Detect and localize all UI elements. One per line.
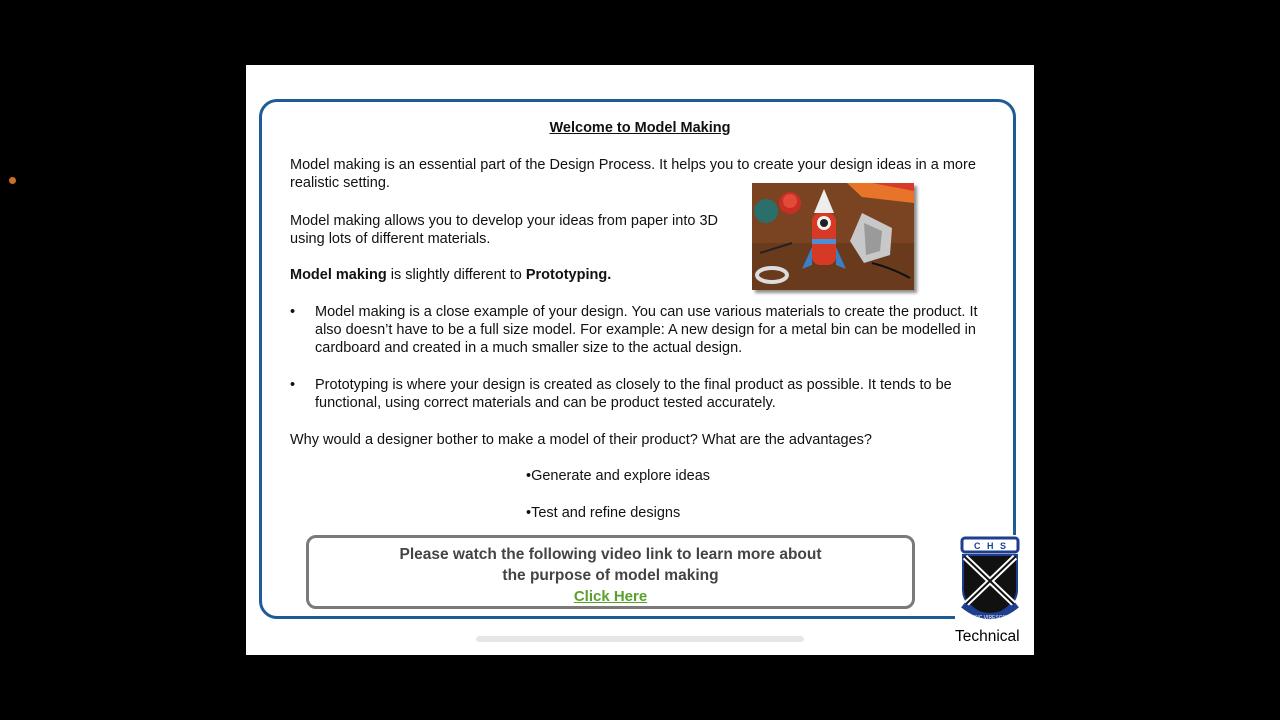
advantage-item: •Generate and explore ideas <box>526 468 711 484</box>
department-label: Technical <box>955 628 1020 645</box>
svg-text:SIC VIRESCO: SIC VIRESCO <box>974 615 1007 621</box>
video-link-box <box>306 535 915 609</box>
paper-to-3d-paragraph: Model making allows you to develop your ideas from paper into 3D using lots of different materials. <box>290 213 718 247</box>
horizontal-scrollbar[interactable] <box>476 636 804 642</box>
advantages-question: Why would a designer bother to make a model of their product? What are the advantages? <box>290 432 872 448</box>
click-here-link[interactable]: Click Here <box>573 588 648 605</box>
svg-text:H: H <box>987 541 994 551</box>
advantage-item: •Test and refine designs <box>526 505 681 521</box>
bullet-item-model-making <box>290 303 980 357</box>
intro-paragraph: Model making is an essential part of the Design Process. It helps you to create your design ideas in a more realistic setting. <box>290 157 976 191</box>
difference-paragraph <box>290 266 611 284</box>
rocket-model-photo <box>752 183 914 290</box>
bullet-item-prototyping <box>290 376 980 412</box>
difference-middle: is slightly different to <box>386 267 526 283</box>
video-text-line-2: the purpose of model making <box>502 567 719 584</box>
slide-title: Welcome to Model Making <box>549 120 731 136</box>
term-model-making: Model making <box>290 267 387 283</box>
svg-text:C: C <box>974 541 981 551</box>
pointer-dot <box>9 177 16 184</box>
bullet-text: Prototyping is where your design is created as closely to the final product as possible. It tends to be functional, using correct materials and can be product tested accurately. <box>315 377 952 411</box>
bullet-text: Model making is a close example of your design. You can use various materials to create the product. It also doesn’t have to be a full size model. For example: A new design for a metal bin can be modelled in cardboard and created in a much smaller size to the actual design. <box>315 304 978 356</box>
bullet-marker: • <box>290 377 296 393</box>
svg-text:S: S <box>1000 541 1007 551</box>
bullet-marker: • <box>290 304 296 320</box>
slide <box>246 65 1034 655</box>
bullet-list <box>290 303 980 431</box>
video-text-line-1: Please watch the following video link to learn more about <box>399 546 822 563</box>
term-prototyping: Prototyping. <box>525 267 612 283</box>
school-crest-logo <box>955 535 1025 625</box>
